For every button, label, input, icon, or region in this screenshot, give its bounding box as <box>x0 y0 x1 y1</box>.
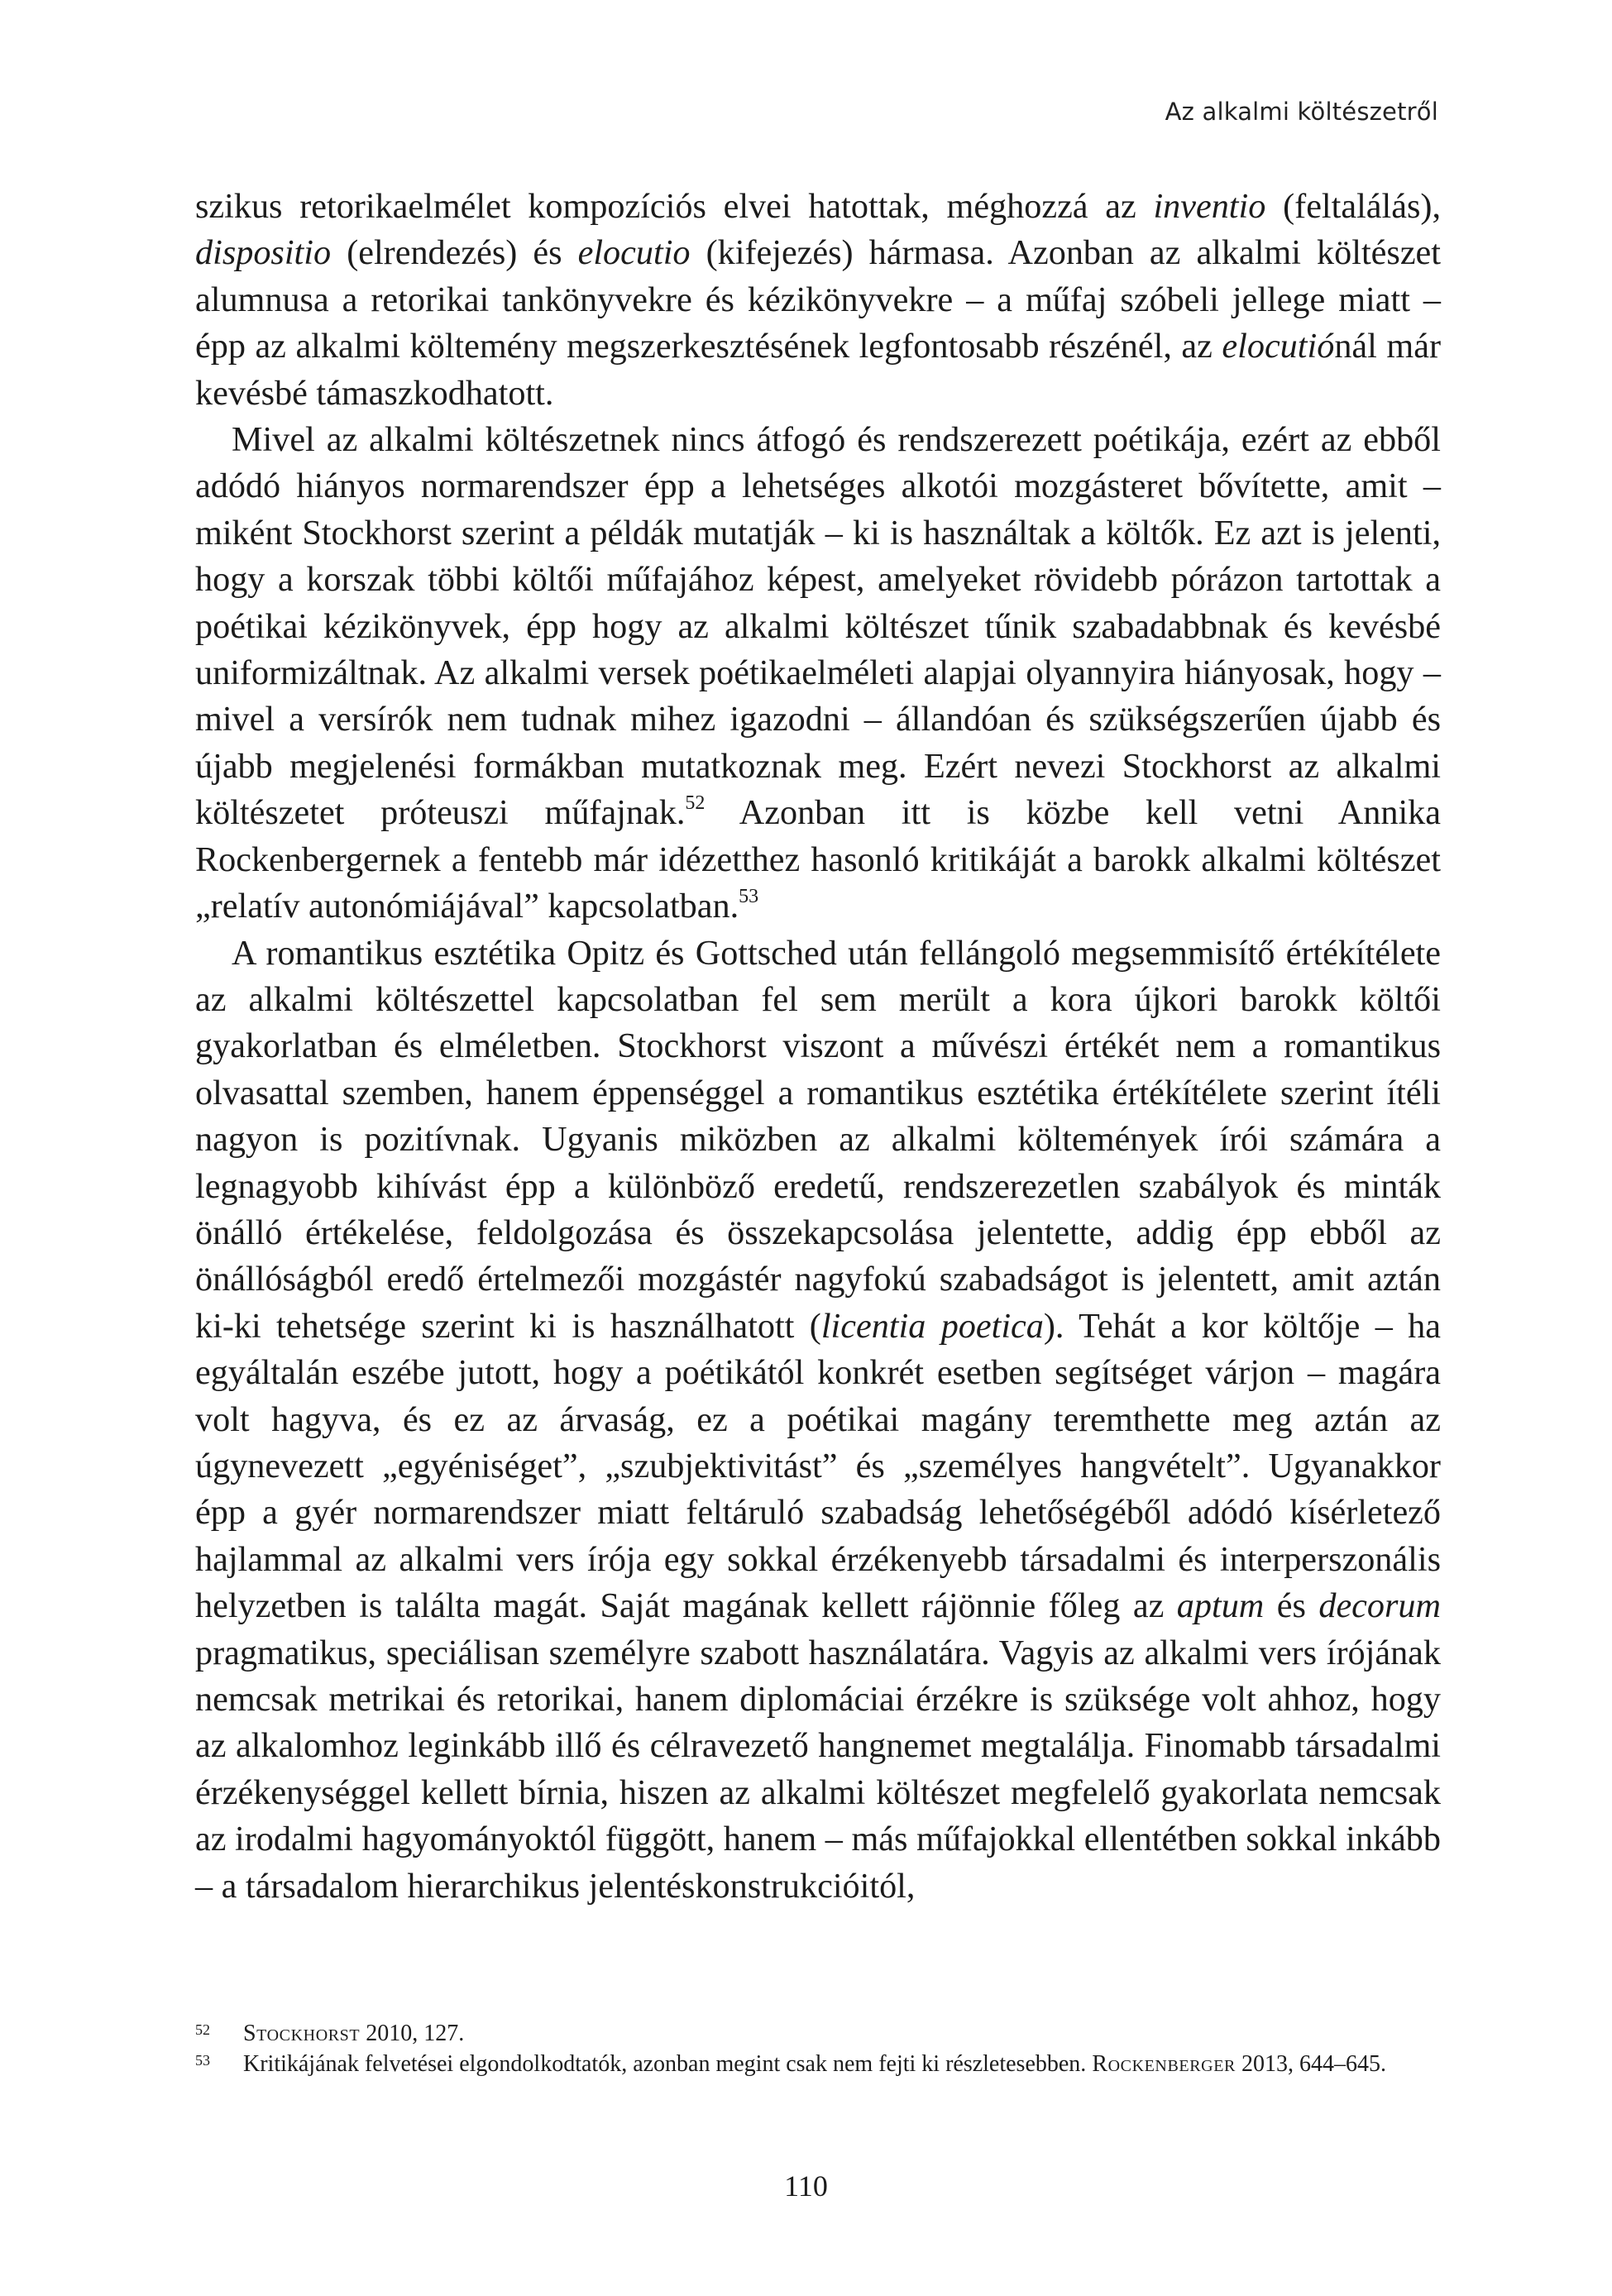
footnote-text: Kritikájának felvetései elgondolkodtatók, azonban megint csak nem fejti ki részletesebben. Rockenberger 2013, 644–645. <box>243 2051 1386 2077</box>
footnote-author: Rockenberger <box>1092 2051 1236 2077</box>
footnotes <box>195 2018 1441 2079</box>
term-decorum: decorum <box>1318 1586 1441 1626</box>
footnote-53 <box>195 2049 1441 2079</box>
footnote-text: Stockhorst 2010, 127. <box>243 2021 465 2046</box>
footnote-number: 53 <box>195 2052 210 2069</box>
term-elocutio: elocutio <box>577 233 691 273</box>
footnote-ref-52[interactable]: 52 <box>685 792 706 815</box>
term-inventio: inventio <box>1153 187 1266 226</box>
page-number: 110 <box>784 2169 828 2203</box>
paragraph-3: A romantikus esztétika Opitz és Gottsched után fellángoló megsemmisítő értékítélete az alkalmi költészettel kapcsolatban fel sem merült a kora újkori barokk költői gyakorlatban és elméletben. Stockhorst viszont a művészi értékét nem a romantikus olvasattal szemben, hanem éppenséggel a romantikus esztétika értékítélete szerint ítéli nagyon is pozitívnak. Ugyanis miközben az alkalmi költemények írói számára a legnagyobb kihívást épp a különböző eredetű, rendszerezetlen szabályok és minták önálló értékelése, feldolgozása és összekapcsolása jelentette, addig épp ebből az önállóságból eredő értelmezői mozgástér nagyfokú szabadságot is jelentett, amit aztán ki-ki tehetsége szerint ki is használhatott (licentia poetica). Tehát a kor költője – ha egyáltalán eszébe jutott, hogy a poétikától konkrét esetben segítséget várjon – magára volt hagyva, és ez az árvaság, ez a poétikai magány teremthette meg aztán az úgynevezett „egyéniséget”, „szubjektivitást” és „személyes hangvételt”. Ugyanakkor épp a gyér normarendszer miatt feltáruló szabadság lehetőségéből adódó kísérletező hajlammal az alkalmi vers írója egy sokkal érzékenyebb társadalmi és interperszonális helyzetben is találta magát. Saját magának kellett rájönnie főleg az aptum és decorum pragmatikus, speciálisan személyre szabott használatára. Vagyis az alkalmi vers írójának nemcsak metrikai és retorikai, hanem diplomáciai érzékre is szüksége volt ahhoz, hogy az alkalomhoz leginkább illő és célravezető hangnemet megtalálja. Finomabb társadalmi érzékenységgel kellett bírnia, hiszen az alkalmi költészet megfelelő gyakorlata nemcsak az irodalmi hagyományoktól függött, hanem – más műfajokkal ellentétben sokkal inkább – a társadalom hierarchikus jelentéskonstrukcióitól, <box>195 933 1441 1906</box>
footnote-ref-53[interactable]: 53 <box>739 886 759 908</box>
running-header: Az alkalmi költészetről <box>1165 98 1438 126</box>
term-dispositio: dispositio <box>195 233 332 273</box>
footnote-number: 52 <box>195 2021 210 2038</box>
paragraph-1: szikus retorikaelmélet kompozíciós elvei hatottak, méghozzá az inventio (feltalálás), dispositio (elrendezés) és elocutio (kifejezés) hármasa. Azonban az alkalmi költészet alumnusa a retorikai tankönyvekre és kézikönyvekre – a műfaj szóbeli jellege miatt – épp az alkalmi költemény megszerkesztésének legfontosabb részénél, az elocutiónál már kevésbé támaszkodhatott. <box>195 187 1441 413</box>
term-elocutio-2: elocutió <box>1222 327 1335 366</box>
term-aptum: aptum <box>1176 1586 1265 1626</box>
footnote-52 <box>195 2018 1441 2049</box>
term-licentia-poetica: licentia poetica <box>820 1306 1044 1346</box>
footnote-author: Stockhorst <box>243 2021 361 2046</box>
main-text <box>195 184 1441 1910</box>
paragraph-2: Mivel az alkalmi költészetnek nincs átfogó és rendszerezett poétikája, ezért az ebből adódó hiányos normarendszer épp a lehetséges alkotói mozgásteret bővítette, amit – miként Stockhorst szerint a példák mutatják – ki is használtak a költők. Ez azt is jelenti, hogy a korszak többi költői műfajához képest, amelyeket rövidebb pórázon tartottak a poétikai kézikönyvek, épp hogy az alkalmi költészet tűnik szabadabbnak és kevésbé uniformizáltnak. Az alkalmi versek poétikaelméleti alapjai olyannyira hiányosak, hogy – mivel a versírók nem tudnak mihez igazodni – állandóan és szükségszerűen újabb és újabb megjelenési formákban mutatkoznak meg. Ezért nevezi Stockhorst az alkalmi költészetet próteuszi műfajnak.$^{52}$ Azonban itt is közbe kell vetni Annika Rockenbergernek a fentebb már idézetthez hasonló kritikáját a barokk alkalmi költészet „relatív autonómiájával” kapcsolatban.$^{53}$ <box>195 420 1442 926</box>
